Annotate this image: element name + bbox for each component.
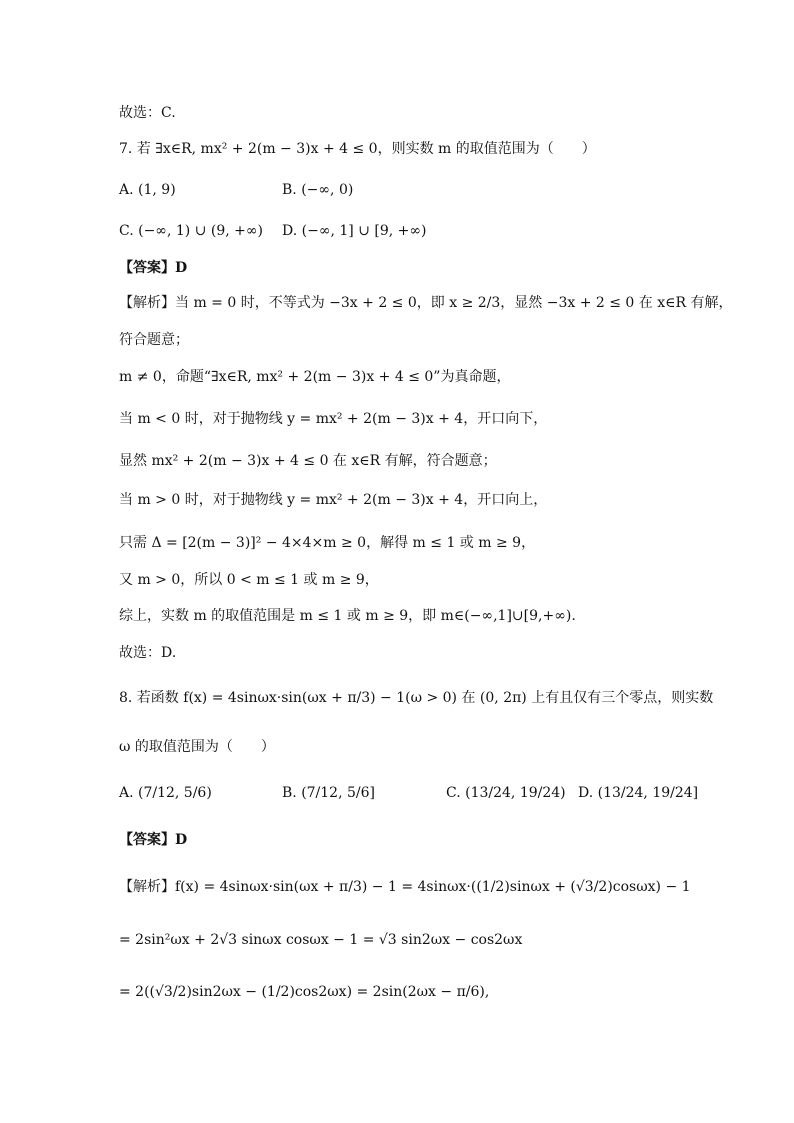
answer-label: 【答案】D bbox=[119, 832, 188, 848]
text-line: m ≠ 0，命题“∃x∈R, mx² + 2(m − 3)x + 4 ≤ 0”为真命题， bbox=[119, 369, 511, 385]
text-line: 只需 Δ = [2(m − 3)]² − 4×4×m ≥ 0，解得 m ≤ 1 或 m ≥ 9， bbox=[119, 535, 536, 551]
text-line: = 2((√3/2)sin2ωx − (1/2)cos2ωx) = 2sin(2ωx − π/6), bbox=[119, 984, 490, 1000]
q8-option-b: B. (7/12, 5/6] bbox=[282, 785, 375, 801]
q8-option-a: A. (7/12, 5/6) bbox=[119, 785, 212, 801]
text-line: 符合题意； bbox=[119, 332, 189, 348]
q8-option-c: C. (13/24, 19/24) bbox=[446, 785, 566, 801]
question-8-stem: 8. 若函数 f(x) = 4sinωx·sin(ωx + π/3) − 1(ω > 0) 在 (0, 2π) 上有且仅有三个零点，则实数 bbox=[119, 690, 714, 706]
question-7-stem: 7. 若 ∃x∈R, mx² + 2(m − 3)x + 4 ≤ 0，则实数 m 的取值范围为（ ） bbox=[119, 141, 596, 157]
q7-option-c: C. (−∞, 1) ∪ (9, +∞) bbox=[119, 223, 263, 239]
q7-option-d: D. (−∞, 1] ∪ [9, +∞) bbox=[282, 223, 427, 239]
text-line: 显然 mx² + 2(m − 3)x + 4 ≤ 0 在 x∈R 有解，符合题意； bbox=[119, 453, 497, 469]
text-line: 【解析】f(x) = 4sinωx·sin(ωx + π/3) − 1 = 4sinωx·((1/2)sinωx + (√3/2)cosωx) − 1 bbox=[119, 879, 691, 895]
answer-label: 【答案】D bbox=[119, 260, 188, 276]
text-line: 【解析】当 m = 0 时，不等式为 −3x + 2 ≤ 0，即 x ≥ 2/3，显然 −3x + 2 ≤ 0 在 x∈R 有解， bbox=[119, 295, 733, 311]
text-line: 当 m < 0 时，对于抛物线 y = mx² + 2(m − 3)x + 4，开口向下， bbox=[119, 411, 548, 427]
text-line: = 2sin²ωx + 2√3 sinωx cosωx − 1 = √3 sin2ωx − cos2ωx bbox=[119, 932, 523, 948]
text-line: 故选：D. bbox=[119, 645, 177, 661]
text-line: 故选：C. bbox=[119, 105, 176, 121]
q7-option-b: B. (−∞, 0) bbox=[282, 182, 354, 198]
text-line: 当 m > 0 时，对于抛物线 y = mx² + 2(m − 3)x + 4，开口向上， bbox=[119, 492, 548, 508]
q7-option-a: A. (1, 9) bbox=[119, 182, 176, 198]
text-line: 又 m > 0，所以 0 < m ≤ 1 或 m ≥ 9， bbox=[119, 572, 379, 588]
q8-option-d: D. (13/24, 19/24] bbox=[578, 785, 699, 801]
text-line: 综上，实数 m 的取值范围是 m ≤ 1 或 m ≥ 9，即 m∈(−∞,1]∪[9,+∞). bbox=[119, 608, 576, 624]
text-line: ω 的取值范围为（ ） bbox=[119, 739, 275, 755]
